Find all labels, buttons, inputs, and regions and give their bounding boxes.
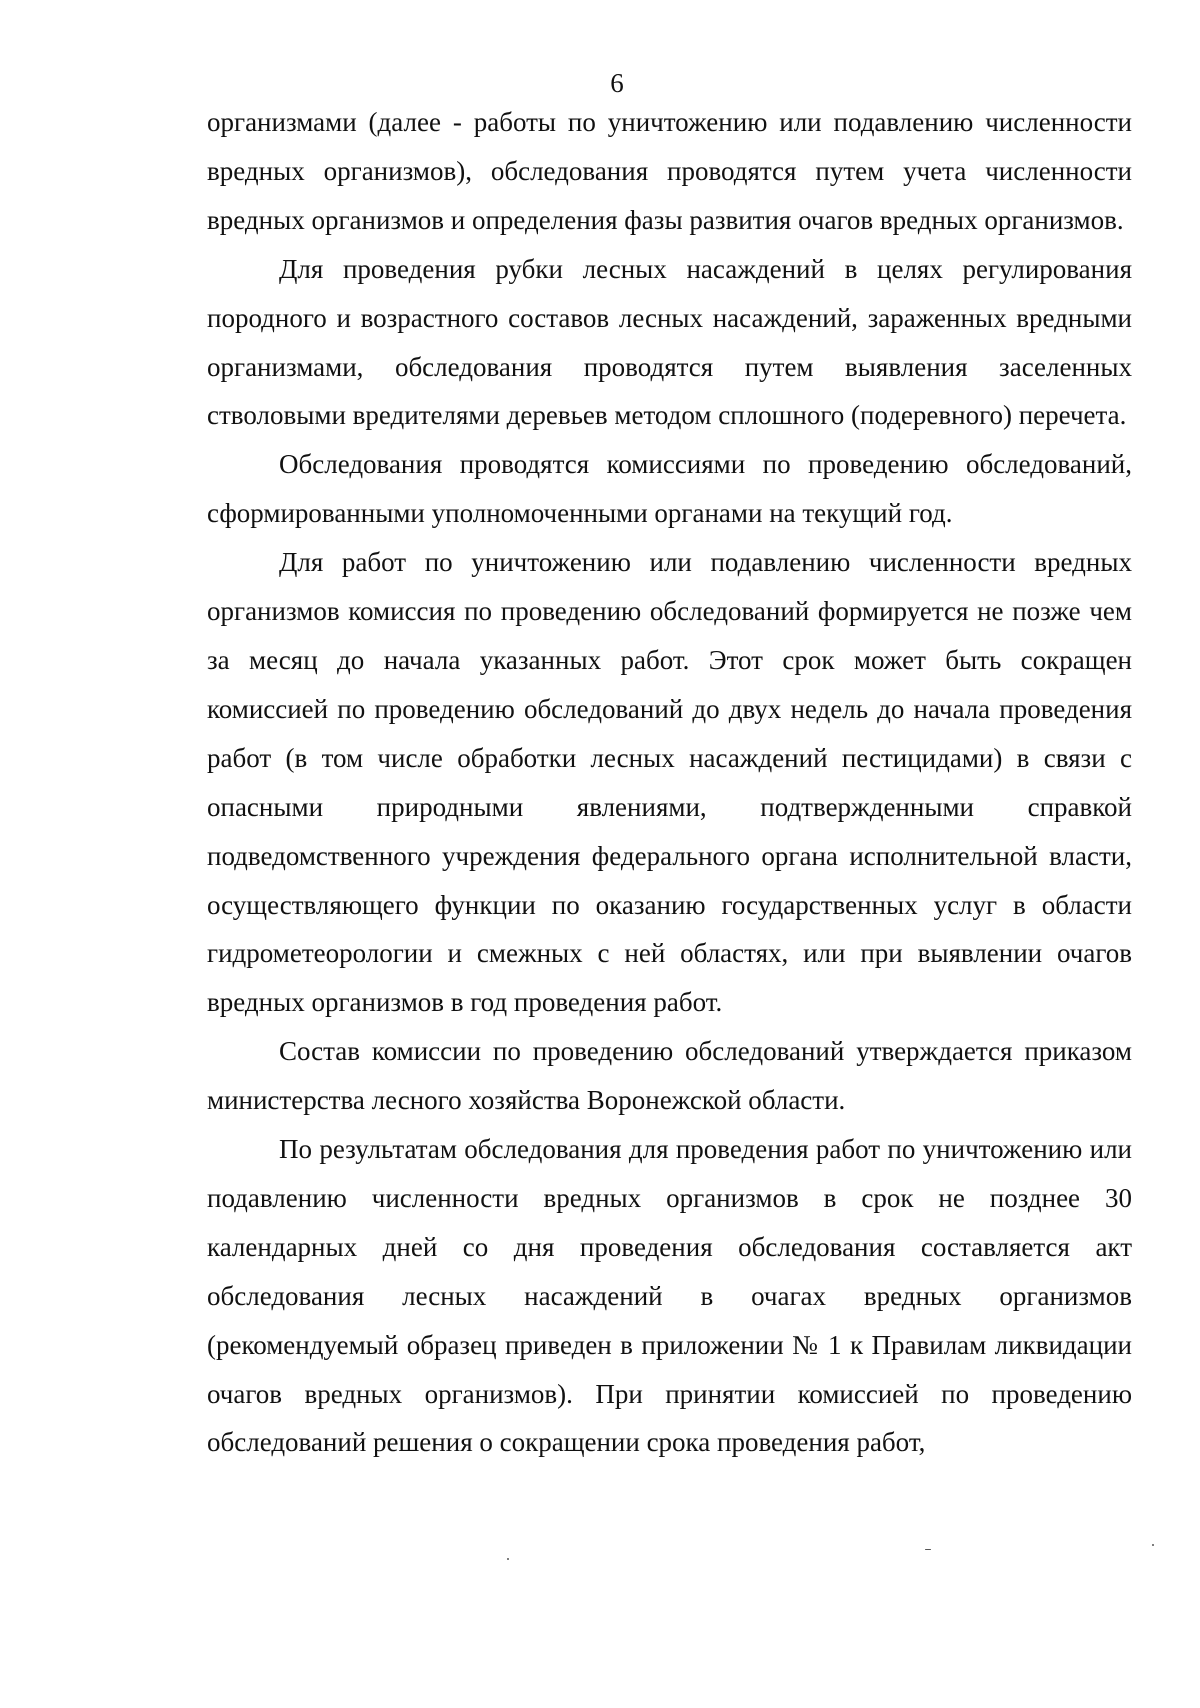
document-body <box>207 98 1132 1467</box>
scan-speck <box>507 1558 509 1560</box>
page-number: 6 <box>610 68 624 98</box>
paragraph-survey-results: По результатам обследования для проведения работ по уничтожению или подавлению численности вредных организмов в срок не позднее 30 календарных дней со дня проведения обследования составляется акт обследования лесных насаждений в очагах вредных организмов (рекомендуемый образец приведен в приложении № 1 к Правилам ликвидации очагов вредных организмов). При принятии комиссией по проведению обследований решения о сокращении срока проведения работ, <box>207 1134 1132 1458</box>
scan-speck <box>925 1549 931 1550</box>
paragraph-commissions: Обследования проводятся комиссиями по проведению обследований, сформированными уполномоченными органами на текущий год. <box>207 449 1132 529</box>
paragraph-felling: Для проведения рубки лесных насаждений в целях регулирования породного и возрастного составов лесных насаждений, зараженных вредными организмами, обследования проводятся путем выявления заселенных стволовыми вредителями деревьев методом сплошного (подеревного) перечета. <box>207 253 1132 431</box>
paragraph-continuation: организмами (далее - работы по уничтожению или подавлению численности вредных организмов), обследования проводятся путем учета численности вредных организмов и определения фазы развития очагов вредных организмов. <box>207 107 1132 235</box>
scan-speck <box>1152 1544 1154 1546</box>
paragraph-commission-formation: Для работ по уничтожению или подавлению численности вредных организмов комиссия по проведению обследований формируется не позже чем за месяц до начала указанных работ. Этот срок может быть сокращен комиссией по проведению обследований до двух недель до начала проведения работ (в том числе обработки лесных насаждений пестицидами) в связи с опасными природными явлениями, подтвержденными справкой подведомственного учреждения федерального органа исполнительной власти, осуществляющего функции по оказанию государственных услуг в области гидрометеорологии и смежных с ней областях, или при выявлении очагов вредных организмов в год проведения работ. <box>207 547 1132 1018</box>
paragraph-commission-composition: Состав комиссии по проведению обследований утверждается приказом министерства лесного хозяйства Воронежской области. <box>207 1036 1132 1116</box>
